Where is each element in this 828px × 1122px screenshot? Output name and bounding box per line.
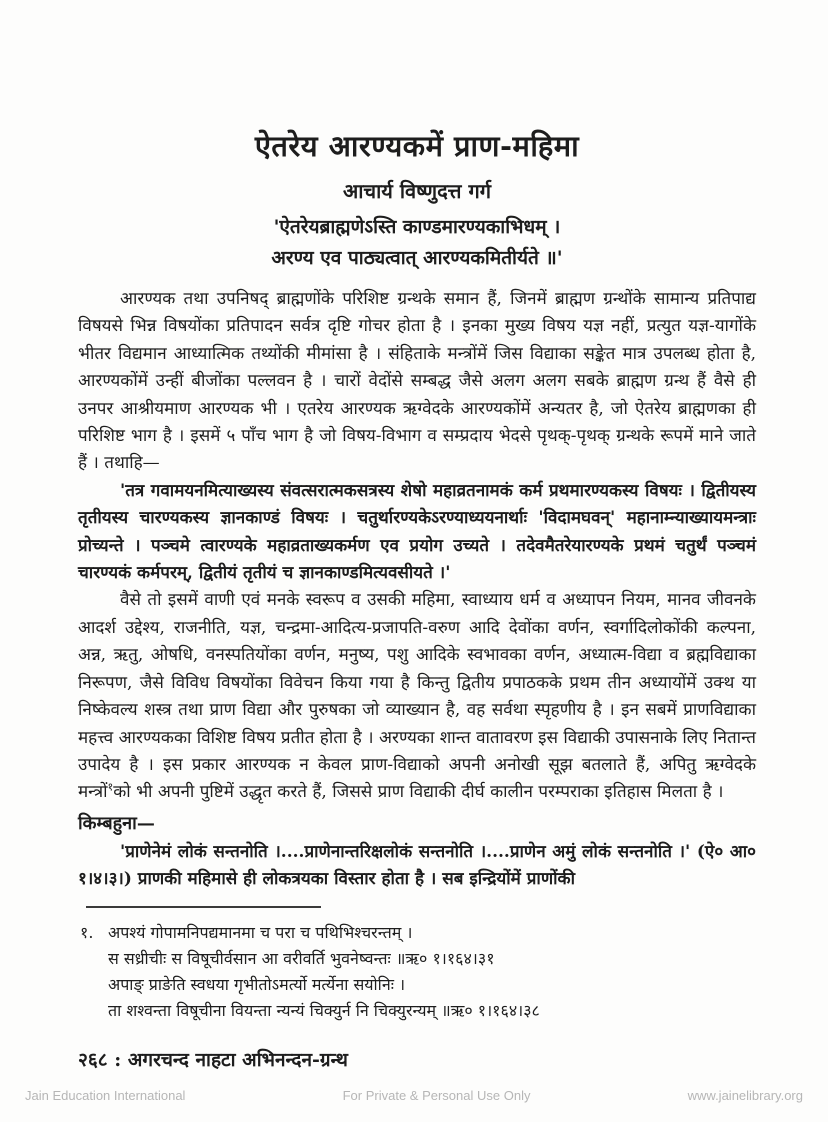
footer-center-text: For Private & Personal Use Only [342, 1088, 531, 1103]
page-title: ऐतरेय आरण्यकमें प्राण-महिमा [254, 129, 580, 163]
sanskrit-quote-paragraph: 'तत्र गवामयनमित्याख्यस्य संवत्सरात्मकसत्रस्य शेषो महाव्रतनामकं कर्म प्रथमारण्यकस्य विषयः । द्वितीयस्य तृतीयस्य चारण्यकस्य ज्ञानकाण्डं विषयः । चतुर्थारण्यकेऽरण्याध्ययनार्थाः 'विदामघवन्' महानाम्न्याख्यायमन्त्राः प्रोच्यन्ते । पञ्चमे त्वारण्यके महाव्रताख्यकर्मण एव प्रयोग उच्यते । तदेवमैतरेयारण्यके प्रथमं चतुर्थं पञ्चमं चारण्यकं कर्मपरम्, द्वितीयं तृतीयं च ज्ञानकाण्डमित्यवसीयते ।' [78, 480, 756, 584]
page-number-line: २६८ : अगरचन्द नाहटा अभिनन्दन-ग्रन्थ [78, 1048, 348, 1071]
footnote-line [78, 972, 756, 998]
footnote-verse-text: ता शश्वन्ता विषूचीना वियन्ता न्यन्यं चिक्युर्न नि चिक्युरन्यम् ॥ऋ० १।१६४।३८ [108, 1000, 540, 1020]
footer-right-text: www.jainelibrary.org [687, 1088, 803, 1103]
footnote-number: १. [80, 922, 94, 942]
footnote-verse-text: अपश्यं गोपामनिपद्यमानमा च परा च पथिभिश्चरन्तम् । [108, 922, 413, 942]
footnote-separator [86, 906, 321, 908]
paragraph-aranyaka-intro: आरण्यक तथा उपनिषद् ब्राह्मणोंके परिशिष्ट ग्रन्थके समान हैं, जिनमें ब्राह्मण ग्रन्थोंके सामान्य प्रतिपाद्य विषयसे भिन्न विषयोंका प्रतिपादन सर्वत्र दृष्टि गोचर होता है । इनका मुख्य विषय यज्ञ नहीं, प्रत्युत यज्ञ-यागोंके भीतर विद्यमान आध्यात्मिक तथ्योंकी मीमांसा है । संहिताके मन्त्रोंमें जिस विद्याका सङ्केत मात्र उपलब्ध होता है, आरण्यकोंमें उन्हीं बीजोंका पल्लवन है । चारों वेदोंसे सम्बद्ध जैसे अलग अलग सबके ब्राह्मण ग्रन्थ हैं वैसे ही उनपर आश्रीयमाण आरण्यक भी । एतरेय आरण्यक ऋग्वेदके आरण्यकोंमें अन्यतर है, जो ऐतरेय ब्राह्मणका ही परिशिष्ट भाग है । इसमें ५ पाँच भाग है जो विषय-विभाग व सम्प्रदाय भेदसे पृथक्-पृथक् ग्रन्थके रूपमें माने जाते हैं । तथाहि— [78, 289, 756, 474]
epigraph-line-2: अरण्य एव पाठ्यत्वात् आरण्यकमितीर्यते ॥' [271, 247, 563, 269]
footnote-line [78, 920, 756, 946]
epigraph-line-1: 'ऐतरेयब्राह्मणेऽस्ति काण्डमारण्यकाभिधम् । [273, 216, 561, 238]
scan-footer [25, 1088, 803, 1103]
overview-text-after-ref: को भी अपनी पुष्टिमें उद्धृत करते हैं, जिससे प्राण विद्याकी दीर्घ कालीन परम्पराका इतिहास मिलता है । [113, 782, 724, 803]
footer-left-text: Jain Education International [25, 1088, 186, 1103]
footnote-verse-text: स सध्रीचीः स विषूचीर्वसान आ वरीवर्ति भुवनेष्वन्तः ॥ऋ० १।१६४।३१ [108, 948, 495, 968]
footnote-line [78, 998, 756, 1024]
footnote-ref-mark: १ [107, 780, 114, 794]
footnote-verse-text: अपाङ् प्राङेति स्वधया गृभीतोऽमर्त्यो मर्त्येना सयोनिः । [108, 974, 406, 994]
paragraph-content-overview [78, 587, 756, 806]
overview-text-before-ref: वैसे तो इसमें वाणी एवं मनके स्वरूप व उसकी महिमा, स्वाध्याय धर्म व अध्यापन नियम, मानव जीवनके आदर्श उद्देश्य, राजनीति, यज्ञ, चन्द्रमा-आदित्य-प्रजापति-वरुण आदि देवोंका वर्णन, स्वर्गादिलोकोंकी कल्पना, अन्न, ऋतु, ओषधि, वनस्पतियोंका वर्णन, मनुष्य, पशु आदिके स्वभावका वर्णन, अध्यात्म-विद्या व ब्रह्मविद्याका निरूपण, जैसे विविध विषयोंका विवेचन किया गया है किन्तु द्वितीय प्रपाठकके प्रथम तीन अध्यायोंमें उक्थ या निष्केवल्य शस्त्र तथा प्राण विद्या और पुरुषका जो व्याख्यान है, वह सर्वथा स्पृहणीय है । इन सबमें प्राणविद्याका महत्त्व आरण्यकका विशिष्ट विषय प्रतीत होता है । अरण्यका शान्त वातावरण इस विद्याकी उपासनाके लिए नितान्त उपादेय है । इस प्रकार आरण्यक न केवल प्राण-विद्याको अपनी अनोखी सूझ बतलाते हैं, अपितु ऋग्वेदके मन्त्रों [78, 590, 756, 803]
epigraph-verse [78, 212, 756, 274]
footnote-line [78, 946, 756, 972]
section-lead-kimbahuna: किम्बहुना— [78, 812, 155, 834]
page-content [78, 126, 756, 1072]
author-name: आचार्य विष्णुदत्त गर्ग [342, 179, 491, 203]
footnote-block [78, 920, 756, 1024]
prana-quote-paragraph: 'प्राणेनेमं लोकं सन्तनोति ।....प्राणेनान्तरिक्षलोकं सन्तनोति ।....प्राणेन अमुं लोकं सन्तनोति ।' (ऐ० आ० १।४।३।) प्राणकी महिमासे ही लोकत्रयका विस्तार होता है । सब इन्द्रियोंमें प्राणोंकी [78, 841, 756, 890]
